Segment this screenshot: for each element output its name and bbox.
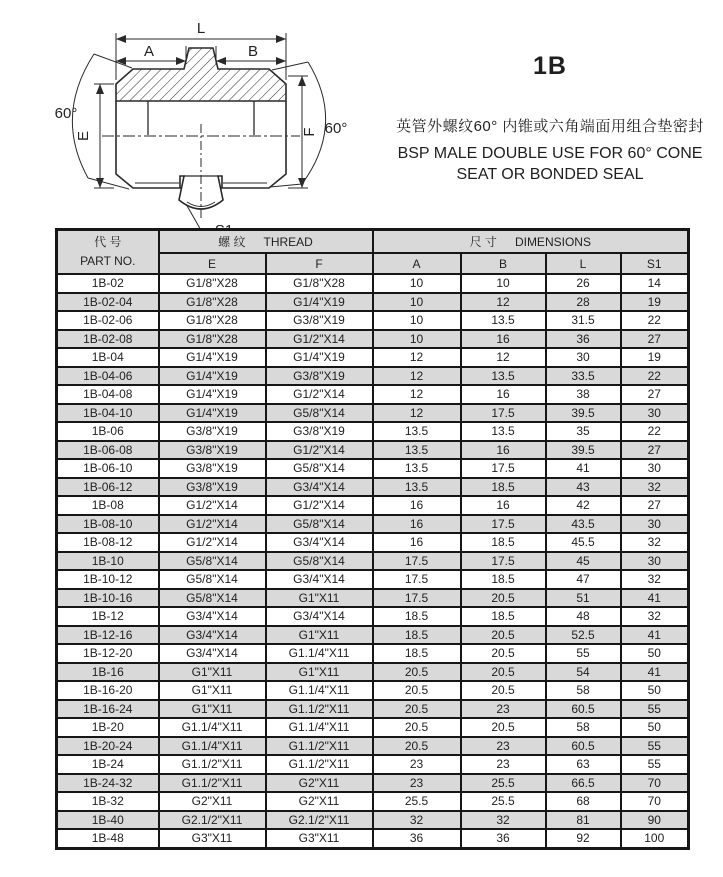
cell-thread-f: G1.1/2"X11	[266, 700, 373, 719]
table-row	[57, 385, 689, 404]
cell-dim-b: 17.5	[461, 404, 546, 423]
cell-dim-l: 33.5	[546, 367, 621, 386]
angle-label-right: 60°	[324, 120, 348, 137]
table-row	[57, 700, 689, 719]
cell-dim-a: 12	[373, 385, 461, 404]
cell-dim-l: 52.5	[546, 626, 621, 645]
table-row	[57, 348, 689, 367]
description-english-line2: SEAT OR BONDED SEAL	[456, 166, 644, 183]
dim-label-F: F	[301, 127, 318, 137]
header-part-no-en: PART NO.	[80, 254, 136, 268]
cell-dim-b: 12	[461, 348, 546, 367]
cell-part-no: 1B-02-04	[57, 293, 159, 312]
cell-dim-s1: 19	[621, 293, 689, 312]
cell-dim-l: 26	[546, 274, 621, 293]
table-row	[57, 404, 689, 423]
cell-thread-e: G1/2"X14	[159, 496, 266, 515]
cell-thread-e: G5/8"X14	[159, 589, 266, 608]
cell-thread-f: G3"X11	[266, 829, 373, 848]
cell-dim-s1: 27	[621, 441, 689, 460]
cell-dim-b: 17.5	[461, 552, 546, 571]
table-row	[57, 663, 689, 682]
cell-dim-s1: 90	[621, 811, 689, 830]
cell-dim-a: 12	[373, 404, 461, 423]
cell-thread-f: G3/8"X19	[266, 422, 373, 441]
table-row	[57, 311, 689, 330]
cell-thread-f: G3/8"X19	[266, 367, 373, 386]
cell-part-no: 1B-08-10	[57, 515, 159, 534]
cell-dim-s1: 100	[621, 829, 689, 848]
cell-thread-e: G3/8"X19	[159, 422, 266, 441]
cell-part-no: 1B-10-16	[57, 589, 159, 608]
cell-dim-l: 48	[546, 607, 621, 626]
cell-dim-b: 16	[461, 385, 546, 404]
cell-dim-s1: 30	[621, 459, 689, 478]
description-chinese: 英管外螺纹60° 内锥或六角端面用组合垫密封	[396, 118, 704, 135]
cell-dim-b: 18.5	[461, 570, 546, 589]
cell-thread-f: G3/4"X14	[266, 478, 373, 497]
header-col-e: E	[159, 253, 266, 274]
cell-thread-e: G5/8"X14	[159, 552, 266, 571]
cell-dim-a: 13.5	[373, 422, 461, 441]
cell-thread-f: G5/8"X14	[266, 459, 373, 478]
cell-part-no: 1B-24	[57, 755, 159, 774]
cell-part-no: 1B-10-12	[57, 570, 159, 589]
cell-dim-s1: 14	[621, 274, 689, 293]
cell-dim-s1: 22	[621, 367, 689, 386]
cell-dim-a: 16	[373, 515, 461, 534]
cell-dim-s1: 70	[621, 774, 689, 793]
header-col-f: F	[266, 253, 373, 274]
cell-dim-b: 13.5	[461, 311, 546, 330]
table-row	[57, 644, 689, 663]
table-row	[57, 330, 689, 349]
cell-dim-a: 20.5	[373, 700, 461, 719]
cell-dim-l: 60.5	[546, 700, 621, 719]
cell-thread-e: G1.1/4"X11	[159, 718, 266, 737]
table-body	[57, 274, 689, 848]
cell-thread-e: G3/4"X14	[159, 644, 266, 663]
cell-part-no: 1B-06	[57, 422, 159, 441]
cell-thread-f: G5/8"X14	[266, 552, 373, 571]
cell-dim-b: 20.5	[461, 626, 546, 645]
cell-dim-l: 45.5	[546, 533, 621, 552]
cell-dim-a: 13.5	[373, 459, 461, 478]
cell-part-no: 1B-02	[57, 274, 159, 293]
cell-dim-b: 20.5	[461, 589, 546, 608]
cell-part-no: 1B-12-16	[57, 626, 159, 645]
cell-part-no: 1B-02-06	[57, 311, 159, 330]
cell-thread-f: G5/8"X14	[266, 404, 373, 423]
cell-thread-e: G3/4"X14	[159, 626, 266, 645]
cell-dim-l: 41	[546, 459, 621, 478]
header-part-no	[57, 230, 159, 275]
cell-dim-a: 20.5	[373, 737, 461, 756]
cell-dim-l: 28	[546, 293, 621, 312]
table-header	[57, 230, 689, 275]
cell-thread-f: G1"X11	[266, 663, 373, 682]
cell-dim-l: 55	[546, 644, 621, 663]
cell-dim-l: 36	[546, 330, 621, 349]
header-thread-cn: 螺 纹	[218, 235, 246, 249]
cell-part-no: 1B-04-10	[57, 404, 159, 423]
cell-thread-e: G3/4"X14	[159, 607, 266, 626]
cell-thread-f: G1/2"X14	[266, 385, 373, 404]
cell-dim-l: 68	[546, 792, 621, 811]
cell-dim-s1: 27	[621, 385, 689, 404]
cell-dim-s1: 32	[621, 570, 689, 589]
cell-part-no: 1B-08-12	[57, 533, 159, 552]
table-row	[57, 533, 689, 552]
cell-dim-s1: 55	[621, 755, 689, 774]
table-row	[57, 515, 689, 534]
table-row	[57, 811, 689, 830]
cell-part-no: 1B-16-20	[57, 681, 159, 700]
cell-dim-a: 13.5	[373, 478, 461, 497]
cell-thread-f: G1/2"X14	[266, 441, 373, 460]
table-row	[57, 441, 689, 460]
description-english-line1: BSP MALE DOUBLE USE FOR 60° CONE	[397, 145, 703, 162]
cell-thread-e: G1/8"X28	[159, 330, 266, 349]
cell-dim-b: 17.5	[461, 515, 546, 534]
cell-dim-a: 23	[373, 774, 461, 793]
cell-part-no: 1B-20	[57, 718, 159, 737]
table-row	[57, 459, 689, 478]
cell-dim-s1: 50	[621, 681, 689, 700]
cell-dim-s1: 30	[621, 404, 689, 423]
cell-dim-a: 12	[373, 348, 461, 367]
cell-thread-e: G5/8"X14	[159, 570, 266, 589]
cell-dim-a: 25.5	[373, 792, 461, 811]
cell-dim-l: 47	[546, 570, 621, 589]
cell-dim-s1: 70	[621, 792, 689, 811]
table-row	[57, 552, 689, 571]
cell-part-no: 1B-04	[57, 348, 159, 367]
cell-dim-l: 39.5	[546, 441, 621, 460]
dim-label-L: L	[196, 20, 206, 37]
cell-dim-l: 43	[546, 478, 621, 497]
table-row	[57, 774, 689, 793]
cell-dim-a: 20.5	[373, 681, 461, 700]
cell-dim-b: 17.5	[461, 459, 546, 478]
cell-part-no: 1B-16	[57, 663, 159, 682]
cell-dim-s1: 55	[621, 737, 689, 756]
cell-thread-f: G1"X11	[266, 626, 373, 645]
table-row	[57, 293, 689, 312]
cell-dim-l: 39.5	[546, 404, 621, 423]
model-number: 1B	[533, 52, 567, 80]
cell-thread-f: G3/4"X14	[266, 533, 373, 552]
cell-dim-l: 58	[546, 718, 621, 737]
cell-thread-f: G2"X11	[266, 774, 373, 793]
cell-thread-e: G2.1/2"X11	[159, 811, 266, 830]
cell-dim-l: 92	[546, 829, 621, 848]
cell-thread-e: G1.1/4"X11	[159, 737, 266, 756]
cell-thread-f: G2"X11	[266, 792, 373, 811]
cell-thread-e: G1.1/2"X11	[159, 755, 266, 774]
table-row	[57, 829, 689, 848]
dimensions-table	[55, 228, 690, 850]
cell-dim-s1: 27	[621, 496, 689, 515]
cell-dim-b: 25.5	[461, 792, 546, 811]
title-block	[378, 52, 722, 185]
cell-thread-f: G1.1/4"X11	[266, 681, 373, 700]
cell-dim-l: 35	[546, 422, 621, 441]
cell-dim-l: 45	[546, 552, 621, 571]
cell-dim-a: 18.5	[373, 644, 461, 663]
cell-thread-e: G1/8"X28	[159, 293, 266, 312]
table-row	[57, 792, 689, 811]
cell-thread-f: G2.1/2"X11	[266, 811, 373, 830]
cell-thread-e: G1"X11	[159, 663, 266, 682]
cell-dim-a: 36	[373, 829, 461, 848]
cell-dim-s1: 32	[621, 533, 689, 552]
cell-part-no: 1B-12-20	[57, 644, 159, 663]
cell-dim-l: 51	[546, 589, 621, 608]
cell-part-no: 1B-06-12	[57, 478, 159, 497]
fitting-body-section	[116, 48, 286, 101]
cell-thread-e: G2"X11	[159, 792, 266, 811]
angle-arc-right	[302, 62, 326, 184]
cell-part-no: 1B-32	[57, 792, 159, 811]
cell-part-no: 1B-04-06	[57, 367, 159, 386]
cell-thread-e: G1/4"X19	[159, 348, 266, 367]
cell-thread-f: G1.1/4"X11	[266, 644, 373, 663]
header-col-s1: S1	[621, 253, 689, 274]
cell-thread-f: G5/8"X14	[266, 515, 373, 534]
cell-dim-a: 17.5	[373, 552, 461, 571]
cell-thread-f: G1.1/2"X11	[266, 737, 373, 756]
cell-dim-l: 66.5	[546, 774, 621, 793]
cell-thread-f: G1.1/2"X11	[266, 755, 373, 774]
cell-thread-e: G1"X11	[159, 681, 266, 700]
cell-dim-b: 20.5	[461, 681, 546, 700]
dim-label-B: B	[247, 43, 259, 60]
cell-part-no: 1B-02-08	[57, 330, 159, 349]
table-row	[57, 367, 689, 386]
table-row	[57, 755, 689, 774]
header-col-l: L	[546, 253, 621, 274]
cell-dim-b: 20.5	[461, 644, 546, 663]
cell-thread-f: G1/4"X19	[266, 293, 373, 312]
table-row	[57, 422, 689, 441]
cell-thread-e: G3/8"X19	[159, 478, 266, 497]
cell-part-no: 1B-40	[57, 811, 159, 830]
cell-dim-a: 32	[373, 811, 461, 830]
header-dimensions	[373, 230, 689, 254]
header-col-b: B	[461, 253, 546, 274]
header-dimensions-en: DIMENSIONS	[514, 235, 591, 249]
cell-dim-a: 10	[373, 311, 461, 330]
cell-dim-a: 12	[373, 367, 461, 386]
dim-label-E: E	[75, 130, 92, 142]
cell-dim-a: 17.5	[373, 589, 461, 608]
cell-dim-a: 17.5	[373, 570, 461, 589]
cell-thread-e: G3"X11	[159, 829, 266, 848]
cell-dim-s1: 27	[621, 330, 689, 349]
cell-thread-e: G1/4"X19	[159, 367, 266, 386]
cell-part-no: 1B-08	[57, 496, 159, 515]
cell-thread-e: G1.1/2"X11	[159, 774, 266, 793]
cell-dim-b: 20.5	[461, 718, 546, 737]
cell-thread-e: G1/8"X28	[159, 311, 266, 330]
cell-thread-e: G1/4"X19	[159, 385, 266, 404]
cell-dim-b: 18.5	[461, 533, 546, 552]
cell-dim-l: 31.5	[546, 311, 621, 330]
cell-dim-b: 23	[461, 755, 546, 774]
table-row	[57, 681, 689, 700]
cell-part-no: 1B-04-08	[57, 385, 159, 404]
cell-thread-e: G1/8"X28	[159, 274, 266, 293]
cell-dim-a: 20.5	[373, 718, 461, 737]
cell-dim-a: 10	[373, 330, 461, 349]
cell-dim-a: 18.5	[373, 626, 461, 645]
header-thread	[159, 230, 373, 254]
cell-dim-s1: 55	[621, 700, 689, 719]
cell-thread-e: G1/2"X14	[159, 515, 266, 534]
cell-dim-l: 38	[546, 385, 621, 404]
cell-dim-l: 54	[546, 663, 621, 682]
cell-dim-a: 10	[373, 274, 461, 293]
cell-dim-s1: 30	[621, 515, 689, 534]
cell-dim-b: 16	[461, 330, 546, 349]
cell-part-no: 1B-20-24	[57, 737, 159, 756]
cell-dim-b: 25.5	[461, 774, 546, 793]
cell-thread-e: G1/4"X19	[159, 404, 266, 423]
cell-dim-s1: 50	[621, 644, 689, 663]
cell-thread-e: G3/8"X19	[159, 441, 266, 460]
cell-dim-l: 58	[546, 681, 621, 700]
table-row	[57, 274, 689, 293]
cell-thread-f: G1"X11	[266, 589, 373, 608]
cell-dim-b: 10	[461, 274, 546, 293]
cell-dim-a: 20.5	[373, 663, 461, 682]
cell-dim-a: 18.5	[373, 607, 461, 626]
table-row	[57, 496, 689, 515]
table-row	[57, 478, 689, 497]
cell-part-no: 1B-12	[57, 607, 159, 626]
angle-label-left: 60°	[54, 105, 78, 122]
cell-dim-b: 23	[461, 737, 546, 756]
cell-dim-s1: 41	[621, 663, 689, 682]
cell-thread-e: G1"X11	[159, 700, 266, 719]
cell-part-no: 1B-48	[57, 829, 159, 848]
cell-thread-f: G1/2"X14	[266, 330, 373, 349]
cell-dim-s1: 41	[621, 626, 689, 645]
cell-thread-f: G1/2"X14	[266, 496, 373, 515]
header-col-a: A	[373, 253, 461, 274]
cell-thread-f: G1/4"X19	[266, 348, 373, 367]
header-part-no-cn: 代 号	[94, 235, 122, 249]
cell-dim-a: 16	[373, 533, 461, 552]
cell-part-no: 1B-06-08	[57, 441, 159, 460]
cell-thread-f: G1.1/4"X11	[266, 718, 373, 737]
cell-dim-b: 13.5	[461, 422, 546, 441]
cell-dim-a: 13.5	[373, 441, 461, 460]
cell-dim-s1: 22	[621, 422, 689, 441]
cell-dim-l: 60.5	[546, 737, 621, 756]
cell-dim-a: 10	[373, 293, 461, 312]
cell-dim-s1: 32	[621, 607, 689, 626]
cell-dim-s1: 41	[621, 589, 689, 608]
cell-dim-a: 16	[373, 496, 461, 515]
cell-dim-b: 12	[461, 293, 546, 312]
cell-dim-s1: 32	[621, 478, 689, 497]
cell-thread-f: G3/4"X14	[266, 570, 373, 589]
cell-dim-l: 43.5	[546, 515, 621, 534]
dim-label-A: A	[143, 43, 155, 60]
cell-dim-b: 18.5	[461, 607, 546, 626]
cell-dim-b: 16	[461, 441, 546, 460]
cell-dim-l: 42	[546, 496, 621, 515]
cell-dim-b: 36	[461, 829, 546, 848]
header-thread-en: THREAD	[263, 235, 313, 249]
cell-dim-b: 20.5	[461, 663, 546, 682]
cell-thread-f: G3/4"X14	[266, 607, 373, 626]
cell-dim-b: 32	[461, 811, 546, 830]
cell-thread-f: G1/8"X28	[266, 274, 373, 293]
cell-thread-e: G1/2"X14	[159, 533, 266, 552]
cell-dim-l: 63	[546, 755, 621, 774]
table-row	[57, 626, 689, 645]
cell-dim-b: 13.5	[461, 367, 546, 386]
cell-part-no: 1B-06-10	[57, 459, 159, 478]
cell-dim-s1: 22	[621, 311, 689, 330]
table-row	[57, 737, 689, 756]
cell-dim-a: 23	[373, 755, 461, 774]
cell-dim-s1: 30	[621, 552, 689, 571]
cell-dim-l: 81	[546, 811, 621, 830]
cell-dim-b: 18.5	[461, 478, 546, 497]
table-row	[57, 589, 689, 608]
cell-dim-b: 23	[461, 700, 546, 719]
header-dimensions-cn: 尺 寸	[469, 235, 497, 249]
cell-part-no: 1B-10	[57, 552, 159, 571]
cell-thread-f: G3/8"X19	[266, 311, 373, 330]
cell-part-no: 1B-16-24	[57, 700, 159, 719]
cell-thread-e: G3/8"X19	[159, 459, 266, 478]
table-row	[57, 607, 689, 626]
table-row	[57, 718, 689, 737]
cell-dim-b: 16	[461, 496, 546, 515]
table-row	[57, 570, 689, 589]
cell-dim-l: 30	[546, 348, 621, 367]
cell-dim-s1: 19	[621, 348, 689, 367]
cell-part-no: 1B-24-32	[57, 774, 159, 793]
cell-dim-s1: 50	[621, 718, 689, 737]
